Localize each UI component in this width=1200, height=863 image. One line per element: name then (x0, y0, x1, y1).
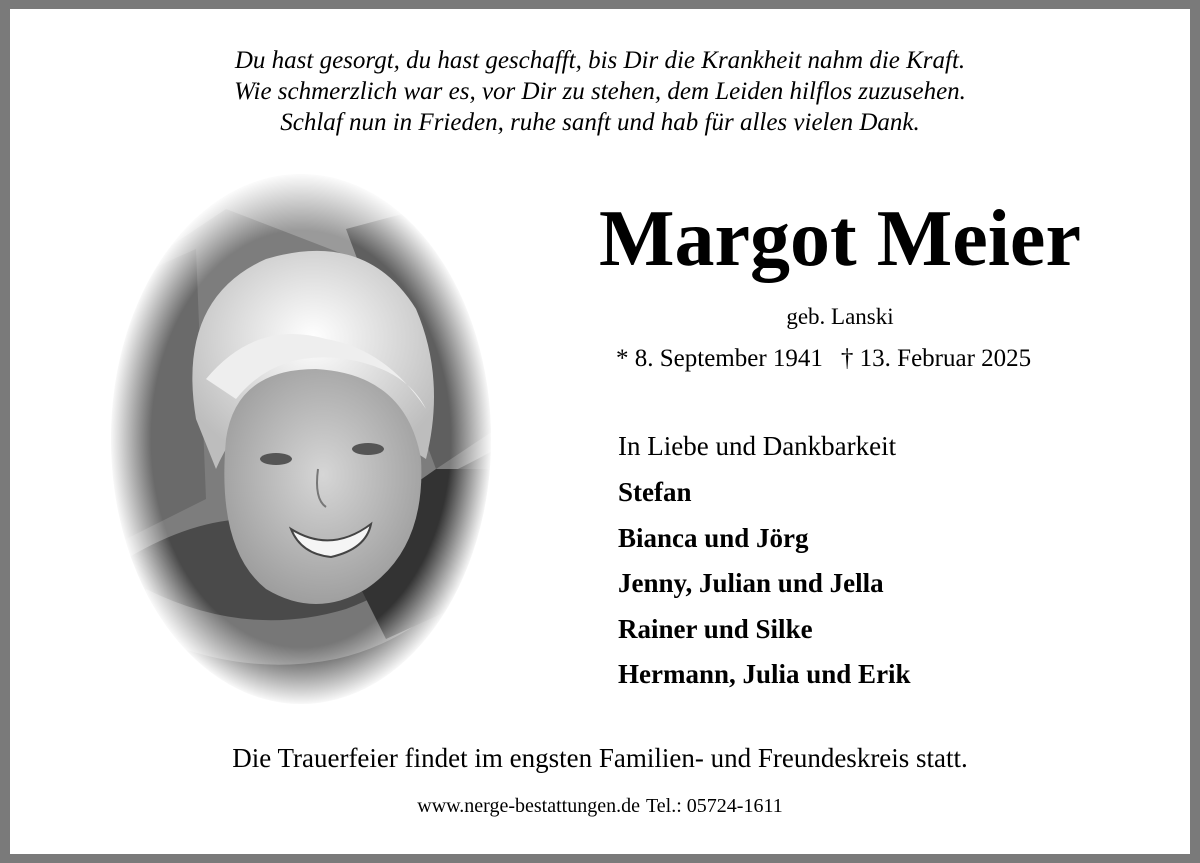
website-text: www.nerge-bestattungen.de (417, 795, 640, 817)
life-dates (616, 343, 1031, 375)
death-date: † 13. Februar 2025 (840, 345, 1032, 372)
poem (10, 45, 1190, 138)
poem-line: Wie schmerzlich war es, vor Dir zu stehen, dem Leiden hilflos zuzusehen. (234, 78, 966, 105)
poem-line: Du hast gesorgt, du hast geschafft, bis Dir die Krankheit nahm die Kraft. (234, 47, 966, 74)
obituary-card (10, 9, 1190, 854)
mourners-list (618, 475, 911, 691)
mourner-name: Bianca und Jörg (618, 522, 809, 553)
mourner-name: Hermann, Julia und Erik (618, 659, 911, 689)
phone-text: Tel.: 05724-1611 (645, 795, 783, 817)
poem-line: Schlaf nun in Frieden, ruhe sanft und hab für alles vielen Dank. (280, 109, 920, 136)
mourner-name: Stefan (618, 477, 692, 507)
mourner-name: Rainer und Silke (618, 613, 813, 644)
mourners-intro: In Liebe und Dankbarkeit (618, 431, 897, 461)
portrait-photo (106, 169, 496, 709)
birth-name: geb. Lanski (786, 304, 894, 329)
mourners-block (618, 429, 911, 703)
mourner-name: Jenny, Julian und Jella (618, 568, 884, 598)
birth-date: * 8. September 1941 (616, 345, 823, 372)
deceased-name: Margot Meier (599, 195, 1081, 283)
funeral-home-contact (10, 793, 1190, 819)
funeral-notice: Die Trauerfeier findet im engsten Familien- und Freundeskreis statt. (232, 743, 968, 773)
